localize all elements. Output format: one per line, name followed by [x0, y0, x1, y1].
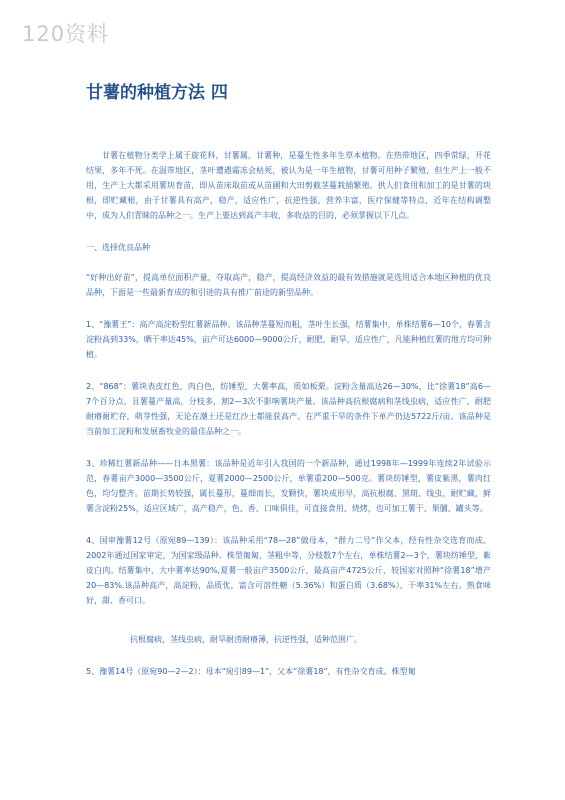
watermark-logo: 120资料 — [22, 22, 110, 46]
paragraph-resistance: 抗根腐病，茎线虫病，耐旱耐涝耐瘠薄，抗逆性强，适种范围广。 — [130, 635, 362, 644]
page-title: 甘薯的种植方法 四 — [86, 83, 228, 103]
paragraph-good-seed: “好种出好苗”，提高单位面积产量，夺取高产，稳产，提高经济效益的最有效措施就是选用适合本地区种植的优良品种，下面是一些最新育成的和引进的具有推广前途的新型品种。 — [86, 273, 491, 297]
document-body — [86, 148, 491, 696]
paragraph-variety-4: 4、国审豫薯12号（原宛89—139）：该品种采用“78—28”做母本，“群力二号”作父本，经有性杂交选育而成。2002年通过国家审定，为国家级品种。株型匍匐，茎粗中等，分枝数7个左右，单株结薯2—3个，薯块纺锤型，紫皮白肉。结薯集中，大中薯率达90%,夏薯一般亩产3500公斤，最高亩产4725公斤，较国家对照种“徐薯18”增产20—83%.该品种高产，高淀粉，品质优，富含可溶性糖（5.36%）和蛋白质（3.68%），干率31%左右。熟食味好，甜、香可口。 — [86, 536, 491, 605]
intro-paragraph: 甘薯在植物分类学上属于旋花科，甘薯属，甘薯种，是蔓生性多年生草本植物。在热带地区，四季常绿，开花结果，多年不死。在温带地区，茎叶遭遇霜冻会枯死，被认为是一年生植物，甘薯可用种子繁殖，但生产上一般不用，生产上大都采用薯块育苗，即从苗床取苗或从苗圃和大田剪截茎蔓栽插繁殖。供人们食用和加工的是甘薯的块根，即贮藏根，由于甘薯具有高产，稳产，适应性广，抗逆性强，营养丰富，医疗保健等特点，近年在结构调整中，成为人们青睐的品种之一。生产上要达到高产丰收，多收益的目的，必须掌握以下几点。 — [86, 151, 491, 220]
paragraph-variety-3: 3、珍稀红薯新品种——日本黑薯：该品种是近年引入我国的一个新品种，通过1998年—1999年连续2年试验示范，春薯亩产3000—3500公斤，夏薯2000—2500公斤，单薯重200—500克。薯块纺锤型，薯皮紫黑，薯肉红色，均匀整齐。苗期长势较强，属长蔓形，蔓细而长，发颗快，薯块成形早，高抗根腐、黑斑、线虫，耐贮藏，鲜薯含淀粉25%，适应区域广，高产稳产，色、香、口味俱佳，可直接食用、烧烤，也可加工薯干、果脯、罐头等。 — [86, 459, 491, 513]
paragraph-variety-1: 1、“豫薯王”：高产高淀粉型红薯新品种。该品种茎蔓短而粗，茎叶生长强，结薯集中，单株结薯6—10个，春薯含淀粉高到33%，晒干率达45%，亩产可达6000—9000公斤，耐肥，耐旱，适应性广，凡能种植红薯的地方均可种植。 — [86, 320, 491, 359]
paragraph-variety-5: 5、豫薯14号（原宛90—2—2）：母本“宛引89—1”，父本“徐薯18”，有性杂交育成。株型匍 — [86, 667, 416, 676]
paragraph-variety-2: 2、“868”：薯块表皮红色，肉白色，纺锤型，大薯率高，质如板栗。淀粉含量高达26—30%，比“徐薯18”高6—7个百分点，且薯蔓产量高，分枝多，割2—3次不影响薯块产量。该品种高抗根腐病和茎线虫病，适应性广，耐肥耐瘠耐贮存，萌芽性强，无论在潮土还是红沙土都能获高产。在严重干旱的条件下单产仍达5722斤/亩。该品种是当前加工淀粉和发展畜牧业的最佳品种之一。 — [86, 382, 491, 436]
section-heading: 一、选择优良品种 — [86, 243, 150, 252]
